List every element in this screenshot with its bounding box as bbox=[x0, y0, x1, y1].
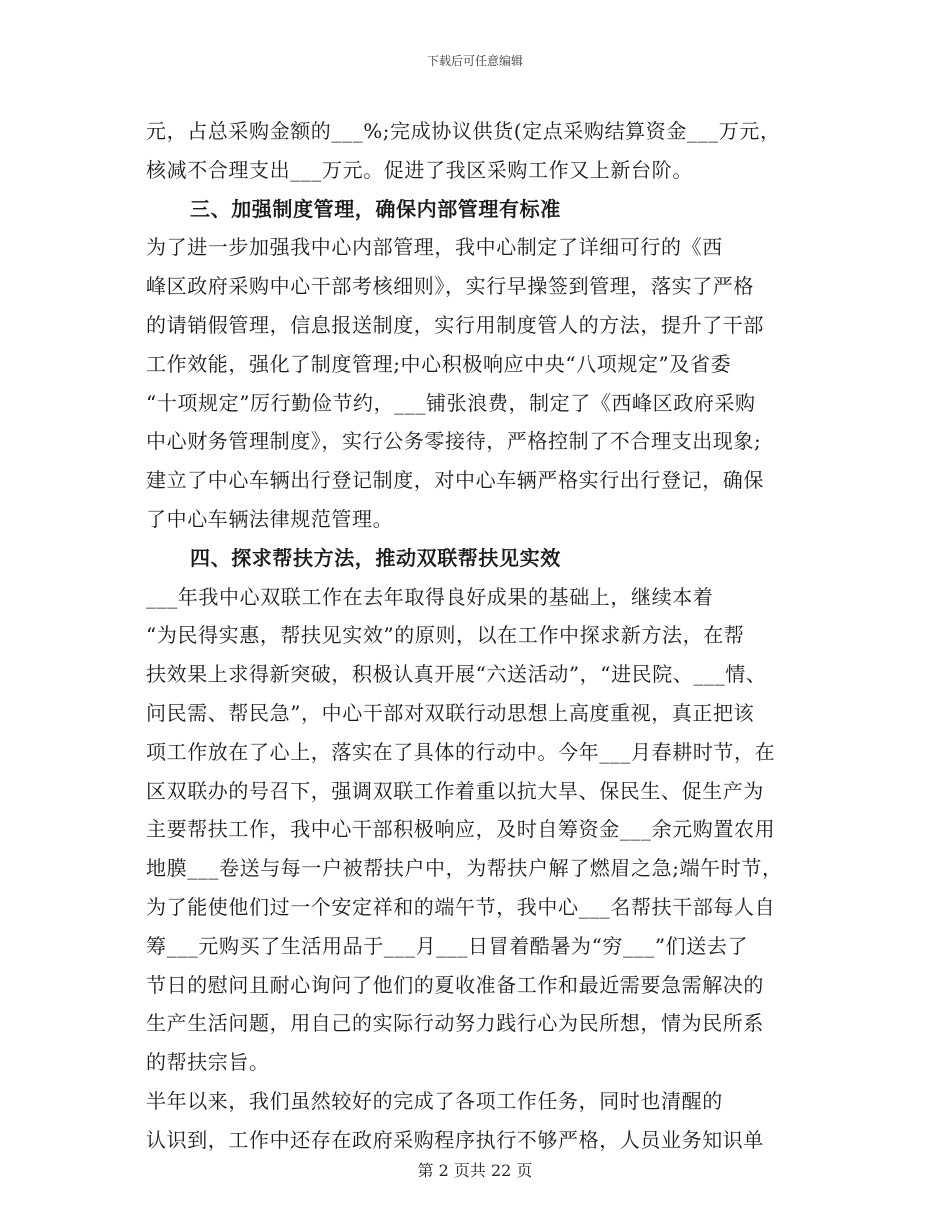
document-body bbox=[146, 112, 818, 1160]
paragraph-line: 生产生活问题，用自己的实际行动努力践行心为民所想，情为民所系 bbox=[146, 1011, 764, 1036]
section-heading: 四、探求帮扶方法，推动双联帮扶见实效 bbox=[190, 545, 561, 570]
paragraph-line: 认识到，工作中还存在政府采购程序执行不够严格，人员业务知识单 bbox=[146, 1127, 764, 1152]
paragraph-line: 主要帮扶工作，我中心干部积极响应，及时自筹资金___余元购置农用 bbox=[146, 817, 776, 842]
paragraph-line: 为了能使他们过一个安定祥和的端午节，我中心___名帮扶干部每人自 bbox=[146, 894, 776, 919]
paragraph-line: 区双联办的号召下，强调双联工作着重以抗大旱、保民生、促生产为 bbox=[146, 778, 764, 803]
section-heading: 三、加强制度管理，确保内部管理有标准 bbox=[190, 196, 561, 221]
paragraph-line: 扶效果上求得新突破，积极认真开展“六送活动”，“进民院、___情、 bbox=[146, 662, 767, 687]
paragraph-line: 筹___元购买了生活用品于___月___日冒着酷暑为“穷___”们送去了 bbox=[146, 933, 749, 958]
paragraph-line: 为了进一步加强我中心内部管理，我中心制定了详细可行的《西 bbox=[146, 235, 723, 260]
paragraph-line: 地膜___卷送与每一户被帮扶户中，为帮扶户解了燃眉之急;端午时节， bbox=[146, 856, 783, 881]
paragraph-line: 核减不合理支出___万元。促进了我区采购工作又上新台阶。 bbox=[146, 157, 693, 182]
page-footer: 第 2 页共 22 页 bbox=[417, 1161, 533, 1180]
paragraph-line: 中心财务管理制度》，实行公务零接待，严格控制了不合理支出现象; bbox=[146, 429, 762, 454]
paragraph-line: 节日的慰问且耐心询问了他们的夏收准备工作和最近需要急需解决的 bbox=[146, 972, 764, 997]
paragraph-line: 峰区政府采购中心干部考核细则》，实行早操签到管理，落实了严格 bbox=[146, 274, 754, 299]
paragraph-line: 问民需、帮民急”，中心干部对双联行动思想上高度重视，真正把该 bbox=[146, 700, 755, 725]
paragraph-line: 了中心车辆法律规范管理。 bbox=[146, 506, 394, 531]
paragraph-line: 工作效能，强化了制度管理;中心积极响应中央“八项规定”及省委 bbox=[146, 351, 732, 376]
paragraph-line: ___年我中心双联工作在去年取得良好成果的基础上，继续本着 bbox=[146, 584, 714, 609]
paragraph-line: 项工作放在了心上，落实在了具体的行动中。今年___月春耕时节，在 bbox=[146, 739, 776, 764]
page-header: 下载后可任意编辑 bbox=[426, 54, 523, 68]
paragraph-line: “为民得实惠，帮扶见实效”的原则，以在工作中探求新方法，在帮 bbox=[146, 623, 745, 648]
paragraph-line: 建立了中心车辆出行登记制度，对中心车辆严格实行出行登记，确保 bbox=[146, 468, 764, 493]
paragraph-line: 元，占总采购金额的___%;完成协议供货(定点采购结算资金___万元， bbox=[146, 119, 781, 143]
paragraph-line: 的帮扶宗旨。 bbox=[146, 1050, 270, 1075]
paragraph-line: 半年以来，我们虽然较好的完成了各项工作任务，同时也清醒的 bbox=[146, 1088, 723, 1113]
paragraph-line: 的请销假管理，信息报送制度，实行用制度管人的方法，提升了干部 bbox=[146, 312, 764, 337]
paragraph-line: “十项规定”厉行勤俭节约，___铺张浪费，制定了《西峰区政府采购 bbox=[146, 390, 756, 415]
